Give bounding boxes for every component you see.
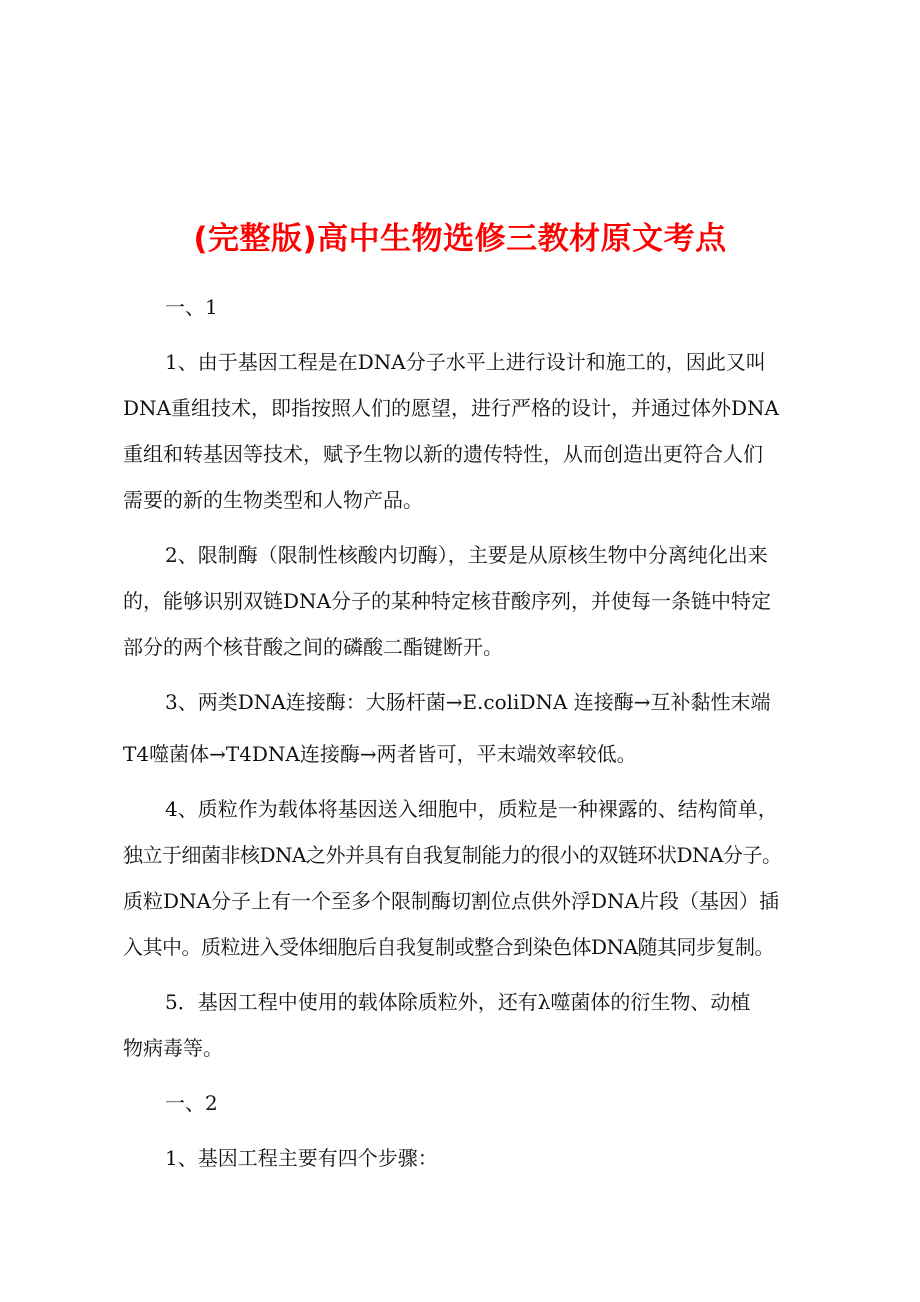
document-body: [123, 284, 807, 1181]
paragraph-2: [123, 532, 807, 670]
paragraph-line: 5．基因工程中使用的载体除质粒外，还有λ噬菌体的衍生物、动植: [165, 990, 751, 1014]
paragraph-line: 质粒DNA分子上有一个至多个限制酶切割位点供外浮DNA片段（基因）插: [123, 889, 779, 913]
paragraph-1: [123, 339, 807, 523]
paragraph-line: DNA重组技术，即指按照人们的愿望，进行严格的设计，并通过体外DNA: [123, 396, 779, 420]
paragraph-line: 独立于细菌非核DNA之外并具有自我复制能力的很小的双链环状DNA分子。: [123, 843, 782, 867]
paragraph-line: 部分的两个核苷酸之间的磷酸二酯键断开。: [123, 635, 503, 659]
document-title: (完整版)高中生物选修三教材原文考点: [193, 220, 727, 257]
paragraph-line: 1、由于基因工程是在DNA分子水平上进行设计和施工的，因此又叫: [165, 350, 766, 374]
paragraph-4: [123, 786, 807, 970]
paragraph-line: 物病毒等。: [123, 1036, 223, 1060]
paragraph-line: 重组和转基因等技术，赋予生物以新的遗传特性，从而创造出更符合人们: [123, 442, 763, 466]
paragraph-6: [123, 1135, 807, 1181]
paragraph-line: 入其中。质粒进入受体细胞后自我复制或整合到染色体DNA随其同步复制。: [123, 935, 774, 959]
section-heading: 一、1: [165, 295, 218, 319]
paragraph-line: T4噬菌体→T4DNA连接酶→两者皆可，平末端效率较低。: [123, 742, 637, 766]
paragraph-line: 的，能够识别双链DNA分子的某种特定核苷酸序列，并使每一条链中特定: [123, 589, 771, 613]
paragraph-3: [123, 679, 807, 777]
paragraph-line: 1、基因工程主要有四个步骤：: [165, 1146, 438, 1170]
paragraph-5: [123, 979, 807, 1071]
paragraph-line: 4、质粒作为载体将基因送入细胞中，质粒是一种裸露的、结构简单，: [165, 797, 778, 821]
paragraph-line: 2、限制酶（限制性核酸内切酶），主要是从原核生物中分离纯化出来: [165, 543, 768, 567]
paragraph-line: 需要的新的生物类型和人物产品。: [123, 488, 423, 512]
paragraph-line: 3、两类DNA连接酶：大肠杆菌→E.coliDNA 连接酶→互补黏性末端: [165, 690, 771, 714]
section-heading: 一、2: [165, 1091, 218, 1115]
